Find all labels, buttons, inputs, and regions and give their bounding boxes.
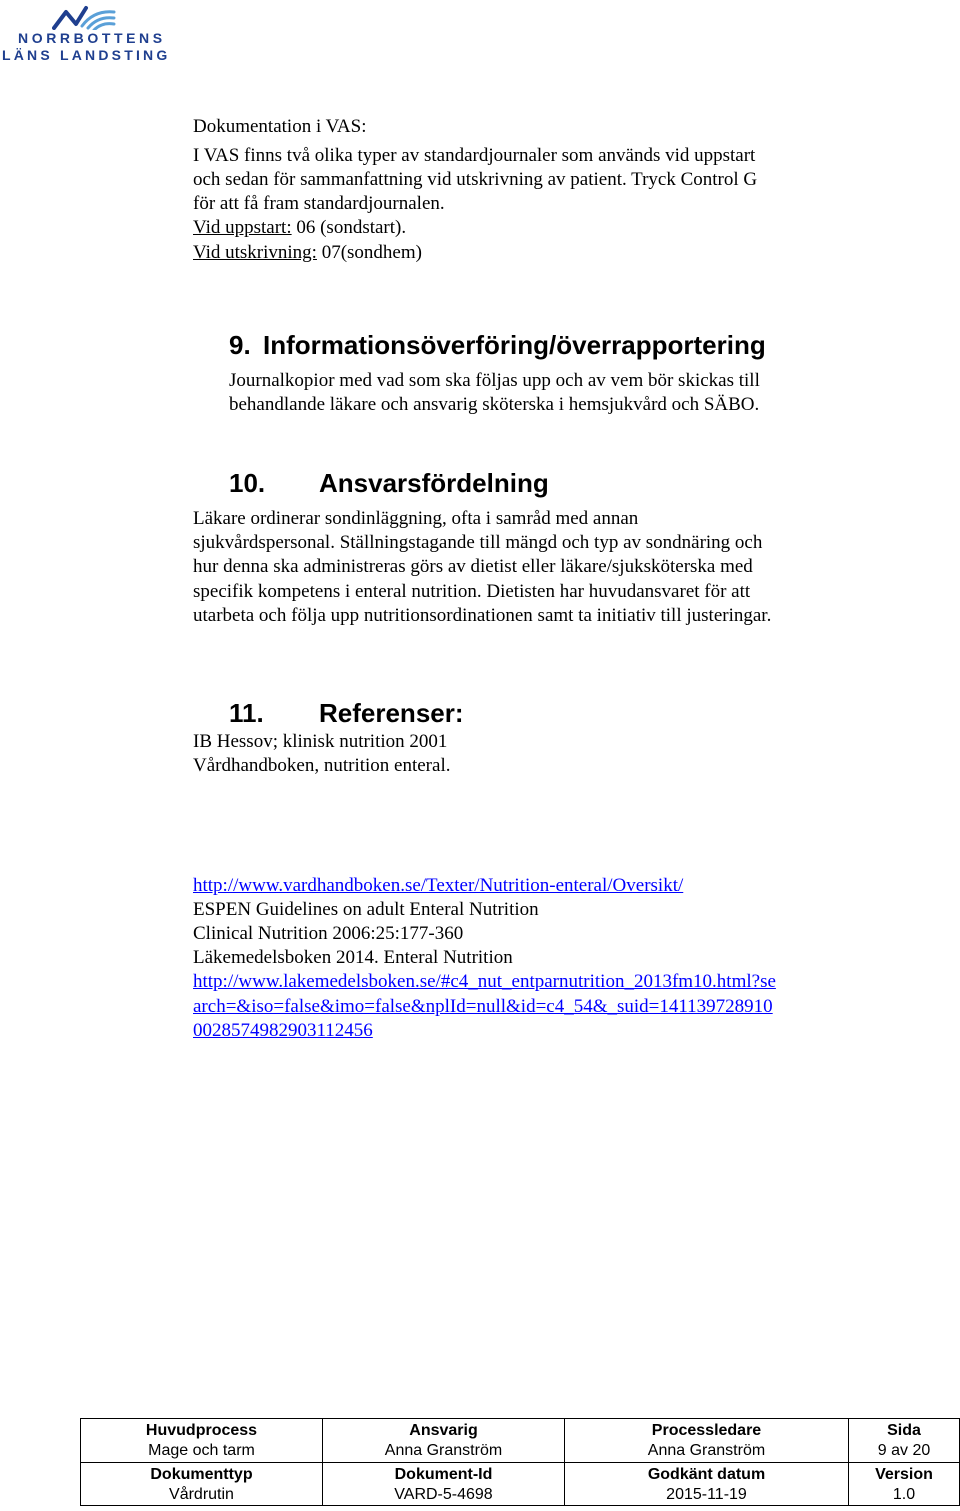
footer-value: Anna Granström: [384, 1442, 503, 1459]
footer-value: 2015-11-19: [666, 1485, 747, 1503]
footer-cell-sida: [849, 1419, 960, 1463]
footer-cell-dokumenttyp: [81, 1462, 323, 1506]
footer-cell-processledare: [565, 1419, 849, 1463]
reference-line: ESPEN Guidelines on adult Enteral Nutrition: [193, 899, 539, 920]
footer-value: 9 av 20: [877, 1442, 931, 1459]
footer-label: Huvudprocess: [145, 1422, 258, 1439]
footer-label: Godkänt datum: [647, 1465, 766, 1483]
lakemedelsboken-link[interactable]: http://www.lakemedelsboken.se/#c4_nut_entparnutrition_2013fm10.html?se: [193, 971, 776, 992]
footer-value: Anna Granström: [647, 1442, 766, 1459]
section-10-line: utarbeta och följa upp nutritionsordinationen samt ta initiativ till justeringar.: [193, 605, 772, 626]
footer-cell-dokument-id: [323, 1462, 565, 1506]
reference-line: Clinical Nutrition 2006:25:177-360: [193, 923, 464, 944]
lakemedelsboken-link[interactable]: 0028574982903112456: [193, 1020, 373, 1041]
intro-line: för att få fram standardjournalen.: [193, 193, 445, 214]
footer-row: [81, 1419, 960, 1463]
section-9-title: Informationsöverföring/överrapportering: [263, 330, 766, 360]
reference-line: Läkemedelsboken 2014. Enteral Nutrition: [193, 947, 513, 968]
section-9-line: behandlande läkare och ansvarig sköterska i hemsjukvård och SÄBO.: [229, 394, 760, 415]
landsting-logo-icon: [52, 4, 116, 30]
footer-label: Processledare: [651, 1422, 762, 1439]
section-11-number: 11.: [229, 698, 264, 728]
section-11-title: Referenser:: [319, 698, 464, 728]
section-10-heading: [229, 468, 549, 499]
section-10-line: Läkare ordinerar sondinläggning, ofta i samråd med annan: [193, 508, 639, 529]
utskrivning-value: 07(sondhem): [316, 242, 422, 263]
section-10-number: 10.: [229, 468, 266, 498]
section-11-heading: [229, 698, 464, 729]
footer-cell-huvudprocess: [81, 1419, 323, 1463]
footer-label: Dokument-Id: [394, 1465, 493, 1483]
section-10-line: hur denna ska administreras görs av dietist eller läkare/sjuksköterska med: [193, 556, 753, 577]
footer-label: Dokumenttyp: [150, 1465, 253, 1483]
lakemedelsboken-link[interactable]: arch=&iso=false&imo=false&nplId=null&id=c4_54&_suid=141139728910: [193, 996, 773, 1017]
section-10-line: sjukvårdspersonal. Ställningstagande till mängd och typ av sondnäring och: [193, 532, 763, 553]
footer-label: Version: [875, 1465, 933, 1483]
vardhandboken-link[interactable]: http://www.vardhandboken.se/Texter/Nutrition-enteral/Oversikt/: [193, 875, 684, 896]
footer-row: [81, 1462, 960, 1506]
footer-label: Sida: [887, 1422, 921, 1439]
section-9-number: 9.: [229, 330, 251, 360]
reference-line: IB Hessov; klinisk nutrition 2001: [193, 731, 448, 752]
footer-cell-ansvarig: [323, 1419, 565, 1463]
logo: [0, 0, 170, 66]
logo-text-line2: LÄNS LANDSTING: [2, 47, 171, 63]
footer-cell-godkant-datum: [565, 1462, 849, 1506]
section-10-line: specifik kompetens i enteral nutrition. Dietisten har huvudansvaret för att: [193, 581, 751, 602]
section-9-line: Journalkopior med vad som ska följas upp och av vem bör skickas till: [229, 370, 760, 391]
footer-value: Mage och tarm: [148, 1442, 255, 1459]
intro-line: I VAS finns två olika typer av standardjournaler som används vid uppstart: [193, 145, 756, 166]
uppstart-label: Vid uppstart:: [193, 217, 292, 238]
uppstart-line: [193, 216, 406, 240]
section-9-heading: [229, 330, 766, 361]
footer-label: Ansvarig: [409, 1422, 478, 1439]
footer-cell-version: [849, 1462, 960, 1506]
intro-line: och sedan för sammanfattning vid utskrivning av patient. Tryck Control G: [193, 169, 758, 190]
section-10-title: Ansvarsfördelning: [319, 468, 549, 498]
footer-value: Vårdrutin: [169, 1485, 234, 1503]
footer-value: VARD-5-4698: [394, 1485, 493, 1503]
utskrivning-line: [193, 241, 422, 265]
logo-text-line1: NORRBOTTENS: [18, 30, 166, 46]
uppstart-value: 06 (sondstart).: [291, 217, 407, 238]
reference-line: Vårdhandboken, nutrition enteral.: [193, 755, 451, 776]
intro-heading: Dokumentation i VAS:: [193, 116, 367, 137]
footer-value: 1.0: [892, 1485, 916, 1503]
document-footer-table: [80, 1418, 960, 1506]
utskrivning-label: Vid utskrivning:: [193, 242, 317, 263]
